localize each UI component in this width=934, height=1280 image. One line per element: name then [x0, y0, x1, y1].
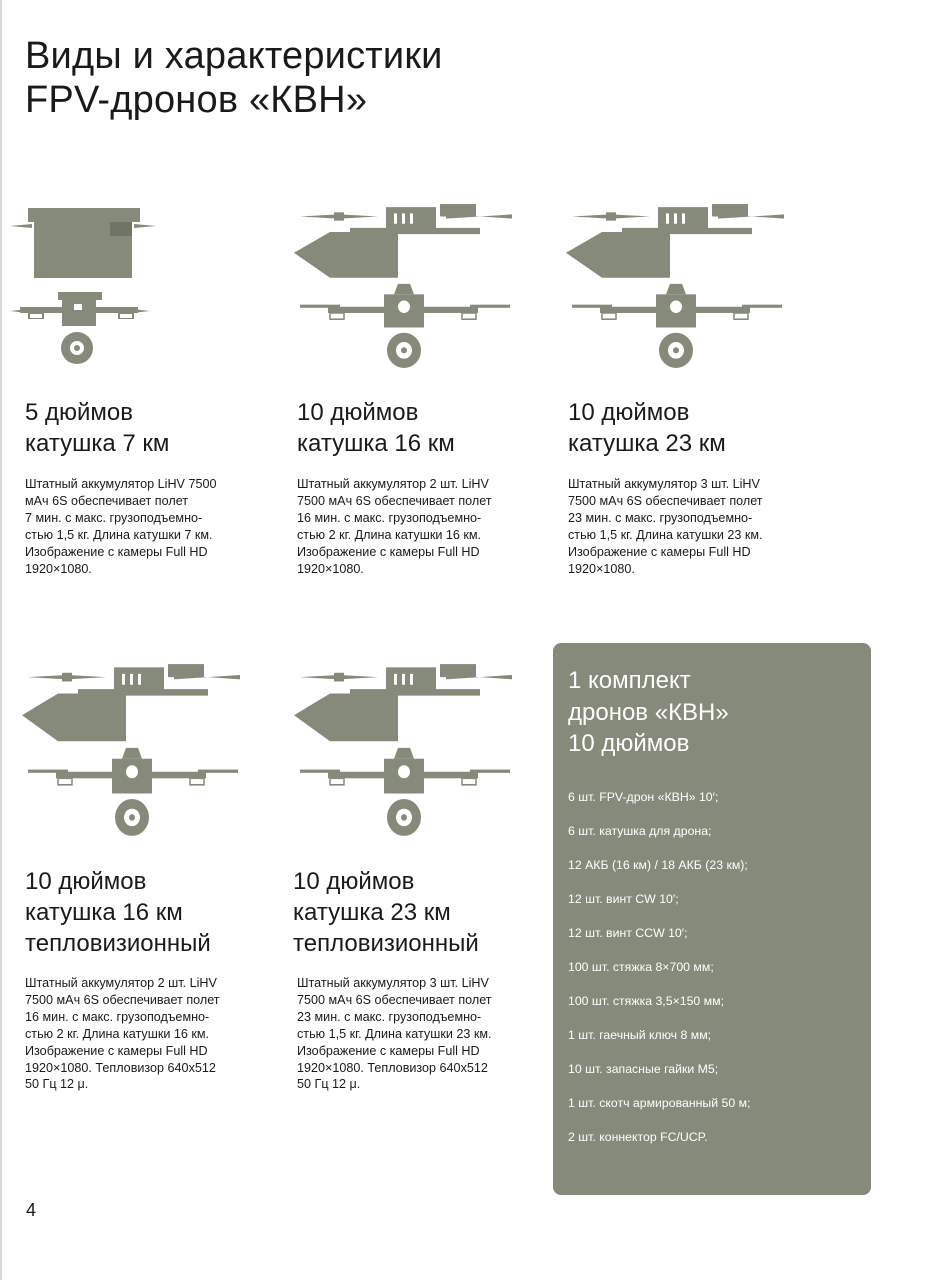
card-title-line: 10 дюймов: [568, 399, 690, 426]
card-description: [297, 975, 527, 1093]
card-title-line: 10 дюймов: [25, 868, 147, 895]
card-title-line: 5 дюймов: [25, 399, 134, 426]
card-title-line: тепловизионный: [293, 930, 479, 957]
desc-line: Штатный аккумулятор 2 шт. LiHV: [25, 976, 217, 990]
desc-line: мАч 6S обеспечивает полет: [25, 493, 189, 508]
card-title: [568, 397, 726, 459]
desc-line: 1920×1080.: [568, 561, 635, 576]
kit-item: 100 шт. стяжка 8×700 мм;: [568, 960, 714, 974]
card-title-line: 10 дюймов: [293, 868, 415, 895]
desc-line: Штатный аккумулятор 3 шт. LiHV: [297, 976, 489, 990]
desc-line: стью 1,5 кг. Длина катушки 23 км.: [297, 1026, 492, 1041]
card-title-line: 10 дюймов: [297, 399, 419, 426]
kit-item: 100 шт. стяжка 3,5×150 мм;: [568, 994, 725, 1008]
card-title-line: катушка 7 км: [25, 430, 170, 457]
kit-item: 12 шт. винт CW 10′;: [568, 892, 679, 906]
card-title-line: катушка 23 км: [568, 430, 726, 457]
card-title: [25, 866, 211, 959]
card-title: [293, 866, 479, 959]
card-title: [25, 397, 169, 459]
drone-10in-icon: [562, 203, 792, 369]
card-title-line: катушка 16 км: [25, 899, 183, 926]
desc-line: 23 мин. с макс. грузоподъемно-: [568, 510, 753, 525]
kit-title-line: 10 дюймов: [568, 730, 690, 757]
card-title-line: катушка 16 км: [297, 430, 455, 457]
page-number: 4: [26, 1200, 37, 1220]
drone-10in-thermal-icon: [290, 663, 520, 837]
kit-item: 6 шт. катушка для дрона;: [568, 824, 712, 838]
desc-line: стью 2 кг. Длина катушки 16 км.: [25, 1026, 210, 1041]
desc-line: Изображение с камеры Full HD: [297, 544, 480, 559]
desc-line: Изображение с камеры Full HD: [25, 1043, 208, 1058]
kit-item: 2 шт. коннектор FC/UCP.: [568, 1130, 708, 1144]
desc-line: стью 2 кг. Длина катушки 16 км.: [297, 527, 482, 542]
desc-line: 7500 мАч 6S обеспечивает полет: [297, 992, 492, 1007]
desc-line: 23 мин. с макс. грузоподъемно-: [297, 1009, 482, 1024]
card-description: [568, 476, 798, 577]
kit-title: [568, 665, 729, 760]
desc-line: 7500 мАч 6S обеспечивает полет: [25, 992, 220, 1007]
desc-line: 1920×1080.: [25, 561, 92, 576]
card-title-line: тепловизионный: [25, 930, 211, 957]
card-description: [25, 476, 255, 577]
desc-line: Штатный аккумулятор 3 шт. LiHV: [568, 477, 760, 491]
kit-item: 12 АКБ (16 км) / 18 АКБ (23 км);: [568, 858, 748, 872]
kit-box: [553, 643, 871, 1195]
kit-item: 1 шт. гаечный ключ 8 мм;: [568, 1028, 712, 1042]
kit-item: 10 шт. запасные гайки М5;: [568, 1062, 719, 1076]
kit-item: 6 шт. FPV-дрон «КВН» 10′;: [568, 790, 719, 804]
card-description: [297, 476, 527, 577]
desc-line: Штатный аккумулятор LiHV 7500: [25, 477, 217, 491]
page-title-line: Виды и характеристики: [25, 35, 443, 77]
desc-line: 1920×1080. Тепловизор 640х512: [25, 1060, 216, 1075]
desc-line: Изображение с камеры Full HD: [25, 544, 208, 559]
card-description: [25, 975, 255, 1093]
desc-line: 16 мин. с макс. грузоподъемно-: [297, 510, 482, 525]
page-edge: [0, 0, 2, 1280]
kit-item: 12 шт. винт CCW 10′;: [568, 926, 688, 940]
card-title-line: катушка 23 км: [293, 899, 451, 926]
kit-list: [568, 790, 751, 1164]
card-title: [297, 397, 455, 459]
kit-item: 1 шт. скотч армированный 50 м;: [568, 1096, 751, 1110]
desc-line: 1920×1080. Тепловизор 640х512: [297, 1060, 488, 1075]
desc-line: Изображение с камеры Full HD: [568, 544, 751, 559]
drone-10in-thermal-icon: [18, 663, 248, 837]
desc-line: 16 мин. с макс. грузоподъемно-: [25, 1009, 210, 1024]
desc-line: 1920×1080.: [297, 561, 364, 576]
desc-line: Штатный аккумулятор 2 шт. LiHV: [297, 477, 489, 491]
desc-line: стью 1,5 кг. Длина катушки 7 км.: [25, 527, 213, 542]
desc-line: 7 мин. с макс. грузоподъемно-: [25, 510, 203, 525]
page-title-line: FPV-дронов «КВН»: [25, 79, 368, 121]
desc-line: 7500 мАч 6S обеспечивает полет: [297, 493, 492, 508]
desc-line: 50 Гц 12 μ.: [25, 1077, 89, 1092]
drone-5in-icon: [10, 206, 160, 366]
desc-line: стью 1,5 кг. Длина катушки 23 км.: [568, 527, 763, 542]
page-title: [25, 34, 443, 122]
drone-10in-icon: [290, 203, 520, 369]
kit-title-line: 1 комплект: [568, 667, 691, 694]
kit-title-line: дронов «КВН»: [568, 698, 729, 726]
desc-line: 7500 мАч 6S обеспечивает полет: [568, 493, 763, 508]
desc-line: Изображение с камеры Full HD: [297, 1043, 480, 1058]
desc-line: 50 Гц 12 μ.: [297, 1077, 361, 1092]
